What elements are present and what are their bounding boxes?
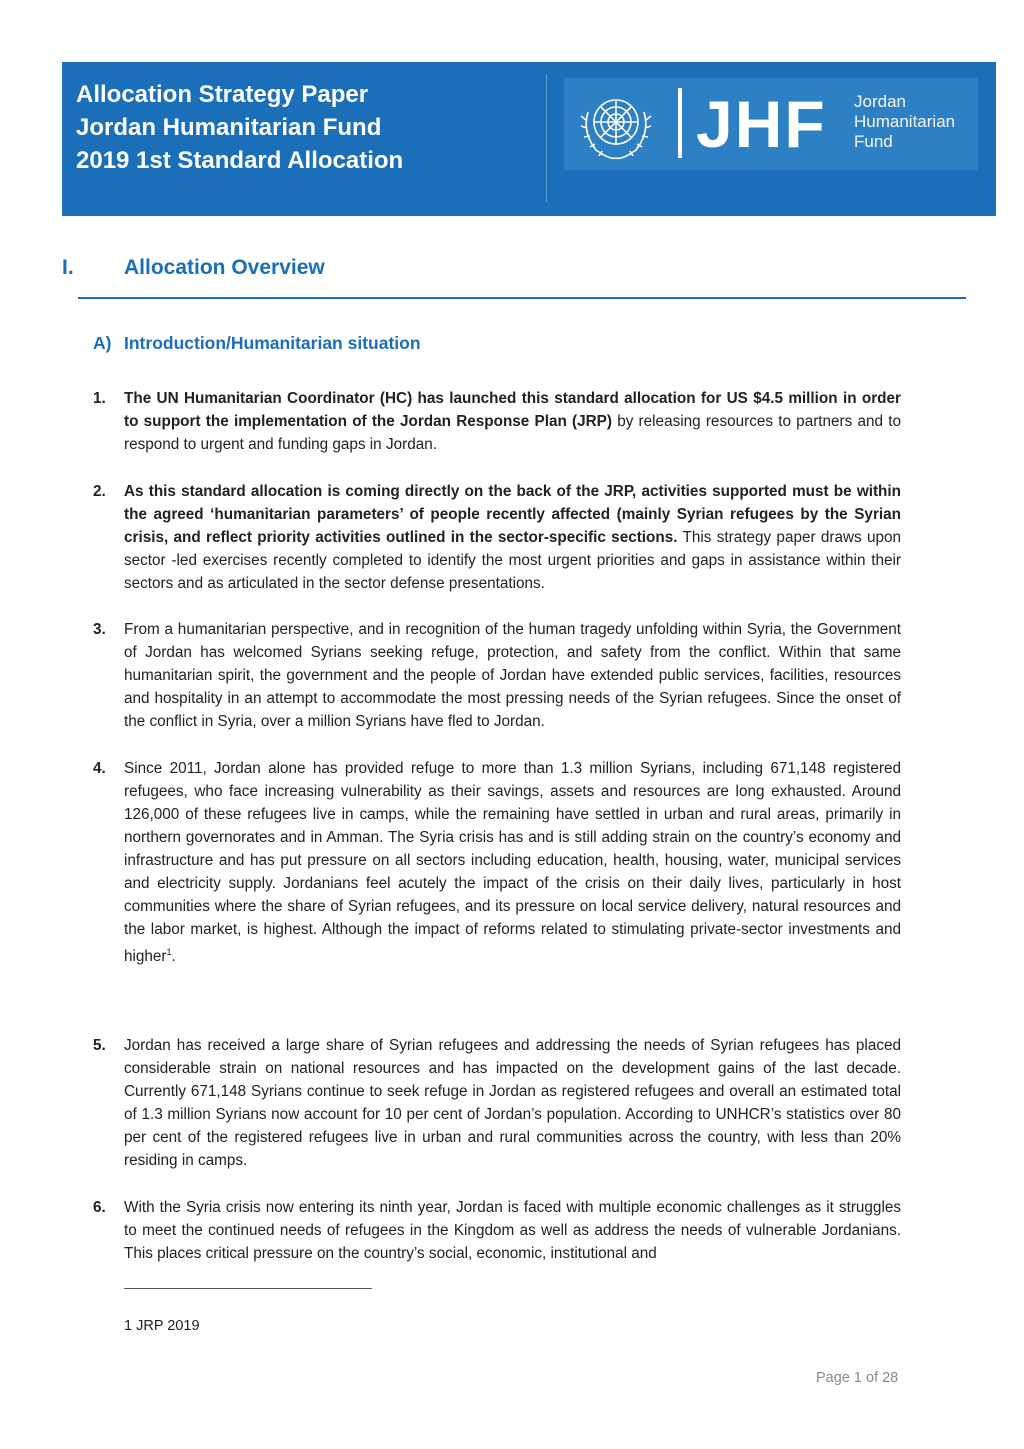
un-emblem-icon	[574, 84, 658, 164]
logo-separator	[678, 88, 682, 158]
paragraph-1	[93, 387, 901, 456]
paragraph-text: Jordan has received a large share of Syrian refugees and addressing the needs of Syrian refugees has placed considerable strain on national resources and has impacted on the development gains of the last decade. Currently 671,148 Syrians continue to seek refuge in Jordan as registered refugees and overall an estimated total of 1.3 million Syrians now account for 10 per cent of Jordan’s population. According to UNHCR’s statistics over 80 per cent of the registered refugees live in urban and rural communities across the country, with less than 20% residing in camps.	[124, 1037, 901, 1169]
title-line-3: 2019 1st Standard Allocation	[76, 147, 404, 174]
page-number: Page 1 of 28	[816, 1370, 899, 1386]
footnote-reference: 1	[166, 947, 172, 957]
paragraph-body-text: This strategy paper draws upon sector -led exercises recently completed to identify the most urgent priorities and gaps in assistance within their sectors and as articulated in the sector defense presentations.	[124, 529, 901, 592]
paragraph-body-text: by releasing resources to partners and to respond to urgent and funding gaps in Jordan.	[124, 413, 901, 453]
footnote: 1 JRP 2019	[124, 1318, 200, 1334]
paragraph-number: 1.	[93, 390, 106, 407]
section-heading	[62, 256, 325, 280]
logo-sub-line-1: Jordan	[854, 92, 906, 111]
paragraph-number: 4.	[93, 760, 106, 777]
paragraph-body-text: Since 2011, Jordan alone has provided refuge to more than 1.3 million Syrians, including 671,148 registered refugees, who face increasing vulnerability as their savings, assets and resources are long exhausted. Around 126,000 of these refugees live in camps, while the remaining have settled in urban and rural areas, primarily in northern governorates and in Amman. The Syria crisis has and is still adding strain on the country’s economy and infrastructure and has put pressure on all sectors including education, health, housing, water, municipal services and electricity supply. Jordanians feel acutely the impact of the crisis on their daily lives, particularly in host communities where the share of Syrian refugees, and its pressure on local service delivery, natural resources and the labor market, is highest. Although the impact of reforms related to stimulating private-sector investments and higher	[124, 760, 901, 966]
section-rule	[78, 297, 966, 299]
logo-jhf-text: JHF	[696, 87, 827, 161]
paragraph-4	[93, 757, 901, 968]
banner-divider	[546, 74, 547, 202]
section-number: I.	[62, 256, 74, 279]
title-line-2: Jordan Humanitarian Fund	[76, 114, 382, 141]
footnote-separator	[124, 1288, 372, 1289]
paragraph-5	[93, 1034, 901, 1172]
document-title	[76, 78, 403, 177]
paragraph-bold-text: The UN Humanitarian Coordinator (HC) has launched this standard allocation for US $4.5 million in order to support the implementation of the Jordan Response Plan (JRP)	[124, 390, 901, 430]
paragraph-text: With the Syria crisis now entering its ninth year, Jordan is faced with multiple economic challenges as it struggles to meet the continued needs of refugees in the Kingdom as well as address the needs of vulnerable Jordanians. This places critical pressure on the country’s social, economic, institutional and	[124, 1199, 901, 1262]
paragraph-text: From a humanitarian perspective, and in recognition of the human tragedy unfolding within Syria, the Government of Jordan has welcomed Syrians seeking refuge, protection, and safety from the conflict. Within that same humanitarian spirit, the government and the people of Jordan have extended public services, facilities, resources and hospitality in an attempt to accommodate the most pressing needs of the Syrian refugees. Since the onset of the conflict in Syria, over a million Syrians have fled to Jordan.	[124, 621, 901, 730]
paragraph-text	[124, 757, 901, 968]
logo-sub-line-2: Humanitarian	[854, 112, 956, 131]
paragraph-number: 5.	[93, 1037, 106, 1054]
paragraph-3	[93, 618, 901, 733]
subsection-title: Introduction/Humanitarian situation	[124, 333, 421, 353]
paragraph-2	[93, 480, 901, 595]
subsection-heading	[93, 333, 421, 354]
paragraph-number: 6.	[93, 1199, 106, 1216]
subsection-label: A)	[93, 333, 112, 353]
paragraph-bold-text: As this standard allocation is coming directly on the back of the JRP, activities supported must be within the agreed ‘humanitarian parameters’ of people recently affected (mainly Syrian refugees by the Syrian crisis, and reflect priority activities outlined in the sector-specific sections.	[124, 483, 901, 546]
paragraph-number: 3.	[93, 621, 106, 638]
jhf-logo	[564, 78, 978, 170]
paragraph-6	[93, 1196, 901, 1265]
header-banner	[62, 62, 996, 216]
paragraph-text	[124, 480, 901, 595]
logo-sub-line-3: Fund	[854, 132, 893, 151]
logo-subtitle	[854, 92, 955, 152]
title-line-1: Allocation Strategy Paper	[76, 81, 369, 108]
section-title: Allocation Overview	[124, 256, 325, 279]
paragraph-end-punctuation: .	[171, 948, 176, 966]
paragraph-text	[124, 387, 901, 456]
paragraph-number: 2.	[93, 483, 106, 500]
